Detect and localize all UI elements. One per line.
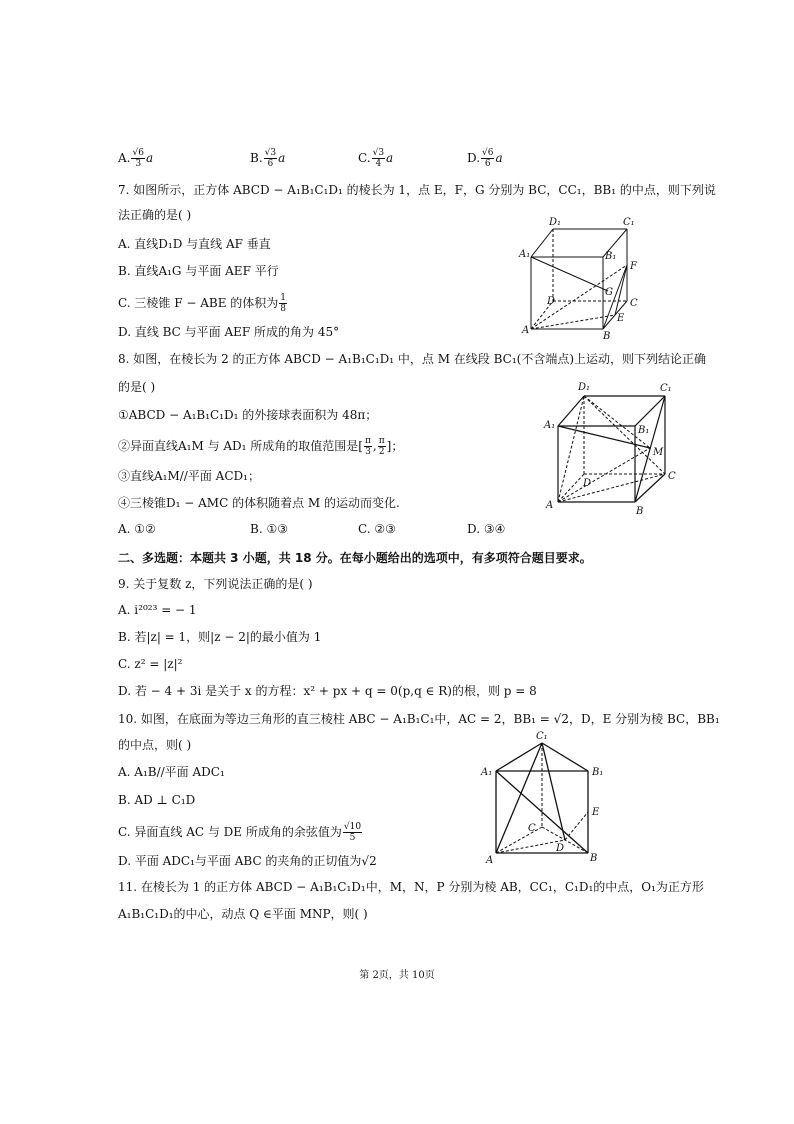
q7-option-d: D. 直线 BC 与平面 AEF 所成的角为 45°: [118, 325, 340, 339]
q7-edge-a1d1: [531, 229, 553, 257]
q6-option-d: [467, 148, 503, 169]
q7-label-a: A: [522, 325, 530, 336]
q10-stem-line2: 的中点，则( ): [118, 738, 192, 752]
q11-stem-line1: 11. 在棱长为 1 的正方体 ABCD − A₁B₁C₁D₁中，M，N，P 分别为棱 AB，CC₁，C₁D₁的中点，O₁为正方形: [118, 880, 704, 894]
q8-label-d1: D₁: [578, 382, 591, 393]
q7-option-c: [118, 293, 288, 314]
q9-option-b: B. 若|z| = 1，则|z − 2|的最小值为 1: [118, 630, 322, 644]
q6-option-b: [250, 148, 285, 169]
q8-cube-figure: [540, 378, 680, 518]
q8-s2-f1-num: π: [365, 436, 371, 446]
q7-label-g: G: [605, 287, 613, 298]
q7-line-a1g: [531, 257, 608, 291]
q10-prism-figure: [478, 727, 608, 867]
page-footer: 第 2页，共 10页: [359, 970, 435, 981]
q8-stem-line1: 8. 如图，在棱长为 2 的正方体 ABCD − A₁B₁C₁D₁ 中，点 M 在线段 BC₁(不含端点)上运动，则下列结论正确: [118, 352, 707, 366]
q8-label-c1: C₁: [660, 383, 672, 394]
q8-statement-2-fraction-1: [364, 436, 372, 457]
q6-option-a-fraction: [131, 148, 144, 169]
q6-option-b-num: √3: [264, 148, 277, 158]
q7-label-e: E: [617, 313, 625, 324]
q9-option-c: C. z² = |z|²: [118, 657, 183, 671]
q10-label-c: C: [528, 823, 536, 834]
q10-label-a1: A₁: [481, 767, 493, 778]
q10-option-c-num: √10: [343, 822, 362, 832]
q6-option-c-den: 4: [375, 159, 382, 169]
q8-edge-ad: [558, 474, 584, 502]
q7-stem-line1: 7. 如图所示，正方体 ABCD − A₁B₁C₁D₁ 的棱长为 1，点 E，F，G 分别为 BC，CC₁，BB₁ 的中点，则下列说: [118, 183, 716, 197]
q8-option-b: B. ①③: [250, 522, 288, 536]
q10-line-ad: [496, 840, 565, 853]
q6-option-d-suffix: a: [495, 151, 503, 165]
q8-s2-f1-den: 3: [365, 447, 371, 457]
q8-option-d: D. ③④: [467, 522, 506, 536]
q9-option-a: A. i²⁰²³ = − 1: [118, 603, 197, 617]
q6-option-b-fraction: [264, 148, 277, 169]
q8-label-d: D: [583, 478, 592, 489]
q7-option-c-num: 1: [280, 293, 287, 303]
q8-statement-2-end: ]；: [386, 439, 404, 453]
q8-label-b1: B₁: [638, 425, 650, 436]
q10-option-c-text: C. 异面直线 AC 与 DE 所成角的余弦值为: [118, 825, 342, 839]
q10-label-d: D: [556, 843, 565, 854]
q8-statement-2-fraction-2: [378, 436, 386, 457]
q10-label-c1: C₁: [536, 731, 548, 742]
section-2-heading: 二、多选题：本题共 3 小题，共 18 分。在每小题给出的选项中，有多项符合题目要求。: [118, 551, 592, 565]
q7-label-c1: C₁: [623, 217, 635, 228]
q10-line-c1a: [496, 743, 542, 853]
q8-statement-2: [118, 436, 403, 457]
q10-option-c-fraction: [343, 822, 362, 843]
q10-label-b1: B₁: [592, 767, 604, 778]
q6-option-b-suffix: a: [278, 151, 286, 165]
q6-option-d-fraction: [481, 148, 494, 169]
q10-option-b: B. AD ⊥ C₁D: [118, 793, 196, 807]
q6-option-c: [358, 148, 393, 169]
q6-option-c-suffix: a: [386, 151, 394, 165]
q9-stem: 9. 关于复数 z，下列说法正确的是( ): [118, 577, 313, 591]
q8-option-a: A. ①②: [118, 522, 156, 536]
q7-cube-figure: [515, 215, 645, 340]
q8-statement-2-comma: ,: [372, 439, 377, 453]
q6-option-b-den: 6: [267, 159, 274, 169]
q7-label-c: C: [630, 298, 638, 309]
q7-label-a1: A₁: [519, 249, 531, 260]
q8-label-m: M: [653, 447, 664, 458]
q7-label-f: F: [630, 261, 637, 272]
q8-label-a: A: [546, 500, 554, 511]
q10-line-de: [565, 812, 588, 840]
q10-option-d: D. 平面 ADC₁与平面 ABC 的夹角的正切值为√2: [118, 854, 377, 868]
q8-stem-line2: 的是( ): [118, 380, 156, 394]
q7-label-b: B: [603, 331, 611, 340]
q6-option-c-num: √3: [372, 148, 385, 158]
q8-statement-3: ③直线A₁M//平面 ACD₁；: [118, 469, 260, 483]
q7-option-c-den: 8: [280, 304, 287, 314]
q6-option-a-den: 3: [135, 159, 142, 169]
q8-s2-f2-num: π: [378, 436, 385, 446]
q7-label-d: D: [547, 296, 556, 307]
q6-option-c-prefix: C.: [358, 151, 371, 165]
q7-label-d1: D₁: [549, 217, 562, 228]
q8-edge-a1d1: [558, 396, 584, 426]
q8-label-a1: A₁: [544, 420, 556, 431]
q10-option-c-den: 5: [349, 833, 356, 843]
q6-option-a-prefix: A.: [118, 151, 131, 165]
q10-edge-b1c1: [542, 743, 588, 771]
q7-option-c-fraction: [279, 293, 287, 314]
q8-s2-f2-den: 2: [378, 447, 385, 457]
q11-stem-line2: A₁B₁C₁D₁的中心，动点 Q ∈平面 MNP，则( ): [118, 907, 368, 921]
q7-label-b1: B₁: [605, 251, 617, 262]
q8-statement-4: ④三棱锥D₁ − AMC 的体积随着点 M 的运动而变化.: [118, 496, 400, 510]
q6-option-a-suffix: a: [145, 151, 154, 165]
q8-label-b: B: [636, 506, 644, 517]
q10-edge-a1c1: [496, 743, 542, 771]
q10-label-a: A: [486, 855, 494, 866]
q8-option-c: C. ②③: [358, 522, 396, 536]
q10-label-e: E: [592, 807, 600, 818]
q6-option-a-num: √6: [132, 148, 144, 158]
q7-stem-line2: 法正确的是( ): [118, 208, 192, 222]
q8-statement-1: ①ABCD − A₁B₁C₁D₁ 的外接球表面积为 48π；: [118, 408, 378, 422]
q10-option-a: A. A₁B//平面 ADC₁: [118, 765, 225, 779]
q10-stem-line1: 10. 如图，在底面为等边三角形的直三棱柱 ABC − A₁B₁C₁中，AC = 2，BB₁ = √2，D，E 分别为棱 BC，BB₁: [118, 712, 720, 726]
q7-option-b: B. 直线A₁G 与平面 AEF 平行: [118, 264, 279, 278]
q6-option-c-fraction: [372, 148, 385, 169]
q6-option-b-prefix: B.: [250, 151, 263, 165]
q6-option-d-num: √6: [482, 148, 494, 158]
q10-option-c: [118, 822, 363, 843]
q8-label-c: C: [668, 471, 676, 482]
q7-option-a: A. 直线D₁D 与直线 AF 垂直: [118, 237, 271, 251]
q6-option-d-prefix: D.: [467, 151, 481, 165]
q7-option-c-text: C. 三棱锥 F − ABE 的体积为: [118, 296, 279, 310]
q8-line-ac: [558, 474, 665, 502]
q9-option-d: D. 若 − 4 + 3i 是关于 x 的方程：x² + px + q = 0(p,q ∈ R)的根，则 p = 8: [118, 684, 537, 698]
q6-option-a: [118, 148, 153, 169]
q6-option-d-den: 6: [484, 159, 491, 169]
q10-line-c1d: [542, 743, 565, 840]
q7-line-ae: [531, 315, 615, 329]
q8-statement-2-text: ②异面直线A₁M 与 AD₁ 所成角的取值范围是[: [118, 439, 363, 453]
q8-line-am: [558, 448, 650, 502]
q10-label-b: B: [590, 853, 598, 864]
